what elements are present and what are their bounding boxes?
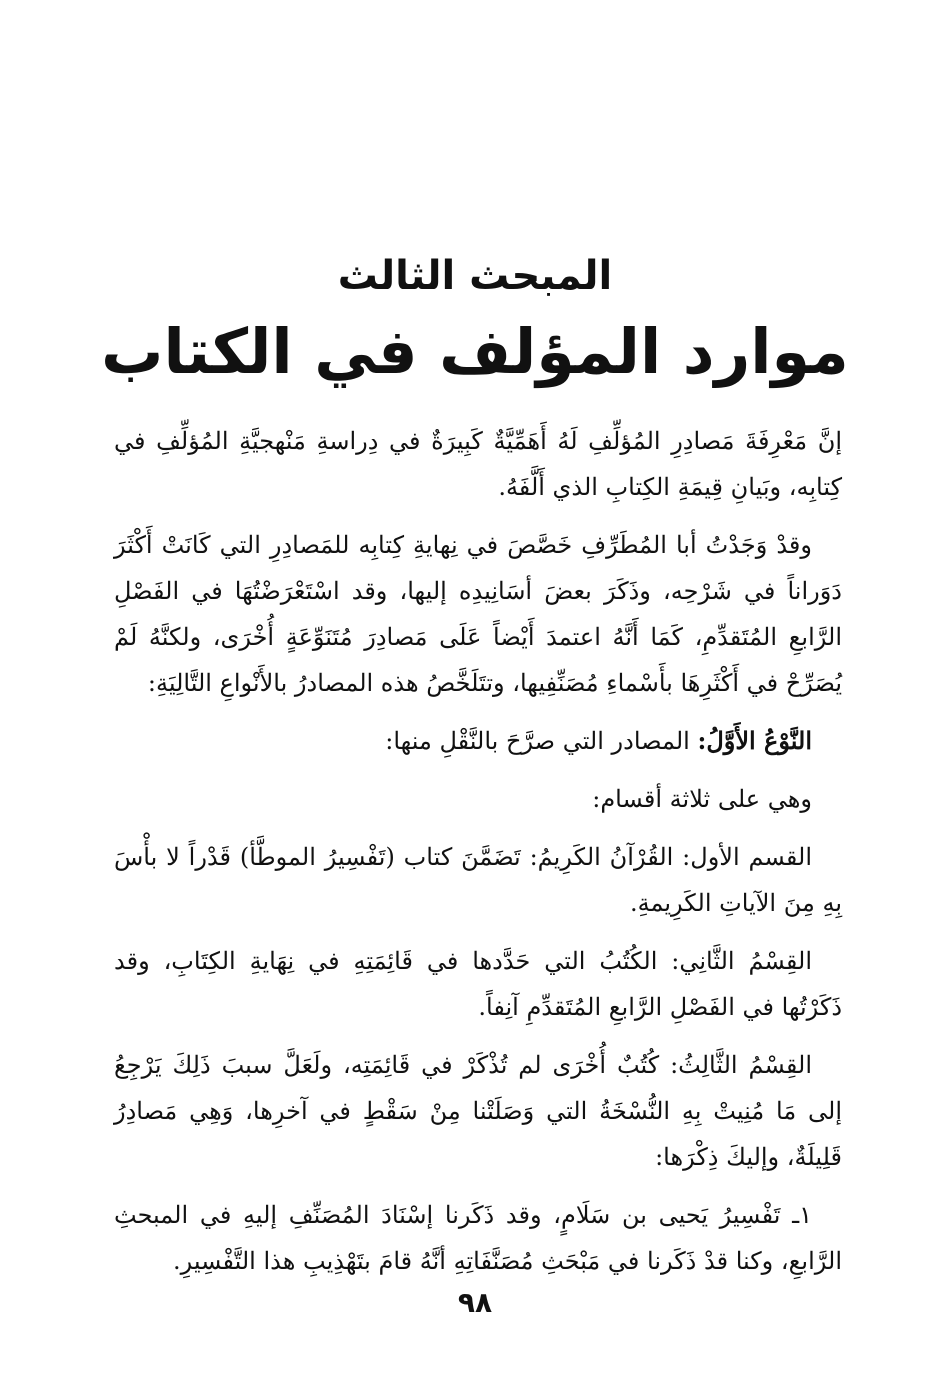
paragraph — [114, 522, 842, 706]
paragraph-lead: النَّوْعُ الأَوَّلُ: — [697, 726, 812, 755]
paragraph — [114, 776, 842, 822]
paragraph-text: القِسْمُ الثَّانِي: الكُتُبُ التي حَدَّدها في قَائِمَتِهِ في نِهَايةِ الكِتَابِ، وقد ذَكَرْتُها في الفَصْلِ الرَّابعِ المُتَقدِّمِ آنِفاً. — [114, 947, 842, 1021]
paragraph — [114, 1192, 842, 1284]
paragraph-text: القِسْمُ الثَّالِثُ: كُتُبٌ أُخْرَى لم تُذْكَرْ في قَائِمَتِه، ولَعَلَّ سببَ ذَلِكَ يَرْجِعُ إلى مَا مُنِيتْ بِهِ النُّسْخَةُ التي وَصَلَتْنا مِنْ سَقْطٍ في آخرِها، وَهِي مَصادِرُ قَلِيلَةٌ، وإليكَ ذِكْرَها: — [114, 1051, 842, 1171]
section-title: موارد المؤلف في الكتاب — [101, 315, 849, 388]
paragraph — [114, 938, 842, 1030]
paragraph — [114, 718, 842, 764]
body-text — [114, 418, 842, 1296]
paragraph-text: وقدْ وَجَدْتُ أبا المُطَرِّفِ خَصَّصَ في نِهايةِ كِتابِه للمَصادِرِ التي كَانَتْ أَكْثَرَ دَوَراناً في شَرْحِه، وذَكَرَ بعضَ أسَانِيدِه إليها، وقد اسْتَعْرَضْتُهَا في الفَصْلِ الرَّابعِ المُتَقدِّمِ، كَمَا أَنَّهُ اعتمدَ أَيْضاً عَلَى مَصادِرَ مُتَنَوِّعَةٍ أُخْرَى، ولكنَّهُ لَمْ يُصَرِّحْ في أَكْثَرِهَا بأَسْماءِ مُصَنِّفِيها، وتتَلَخَّصُ هذه المصادرُ بالأَنْواعِ التَّالِيَةِ: — [114, 531, 842, 697]
paragraph-text: وهي على ثلاثة أقسام: — [592, 785, 812, 813]
paragraph-text: إنَّ مَعْرِفَةَ مَصادِرِ المُؤلِّفِ لَهُ أَهَمِّيَّةٌ كَبِيرَةٌ في دِراسةِ مَنْهجيَّةِ المُؤلِّفِ في كِتابِه، وبَيانِ قِيمَةِ الكِتابِ الذي أَلَّفَهُ. — [114, 427, 842, 501]
paragraph — [114, 1042, 842, 1180]
section-label: المبحث الثالث — [337, 253, 613, 299]
paragraph-text: المصادر التي صرَّحَ بالنَّقْلِ منها: — [385, 727, 690, 755]
chapter-heading — [0, 250, 950, 392]
paragraph-text: ١ـ تَفْسِيرُ يَحيى بن سَلَامٍ، وقد ذَكَرنا إسْنَادَ المُصَنِّفِ إليهِ في المبحثِ الرَّابعِ، وكنا قدْ ذَكَرنا في مَبْحَثِ مُصَنَّفَاتِهِ أنَّهُ قامَ بتَهْذِيبِ هذا التَّفْسِيرِ. — [114, 1201, 842, 1275]
page-number: ٩٨ — [457, 1286, 493, 1319]
paragraph — [114, 418, 842, 510]
paragraph-text: القسم الأول: القُرْآنُ الكَرِيمُ: تَضَمَّنَ كتاب (تَفْسِيرُ الموطَّأ) قَدْراً لا بأْسَ بِهِ مِنَ الآياتِ الكَرِيمةِ. — [114, 843, 842, 917]
paragraph — [114, 834, 842, 926]
